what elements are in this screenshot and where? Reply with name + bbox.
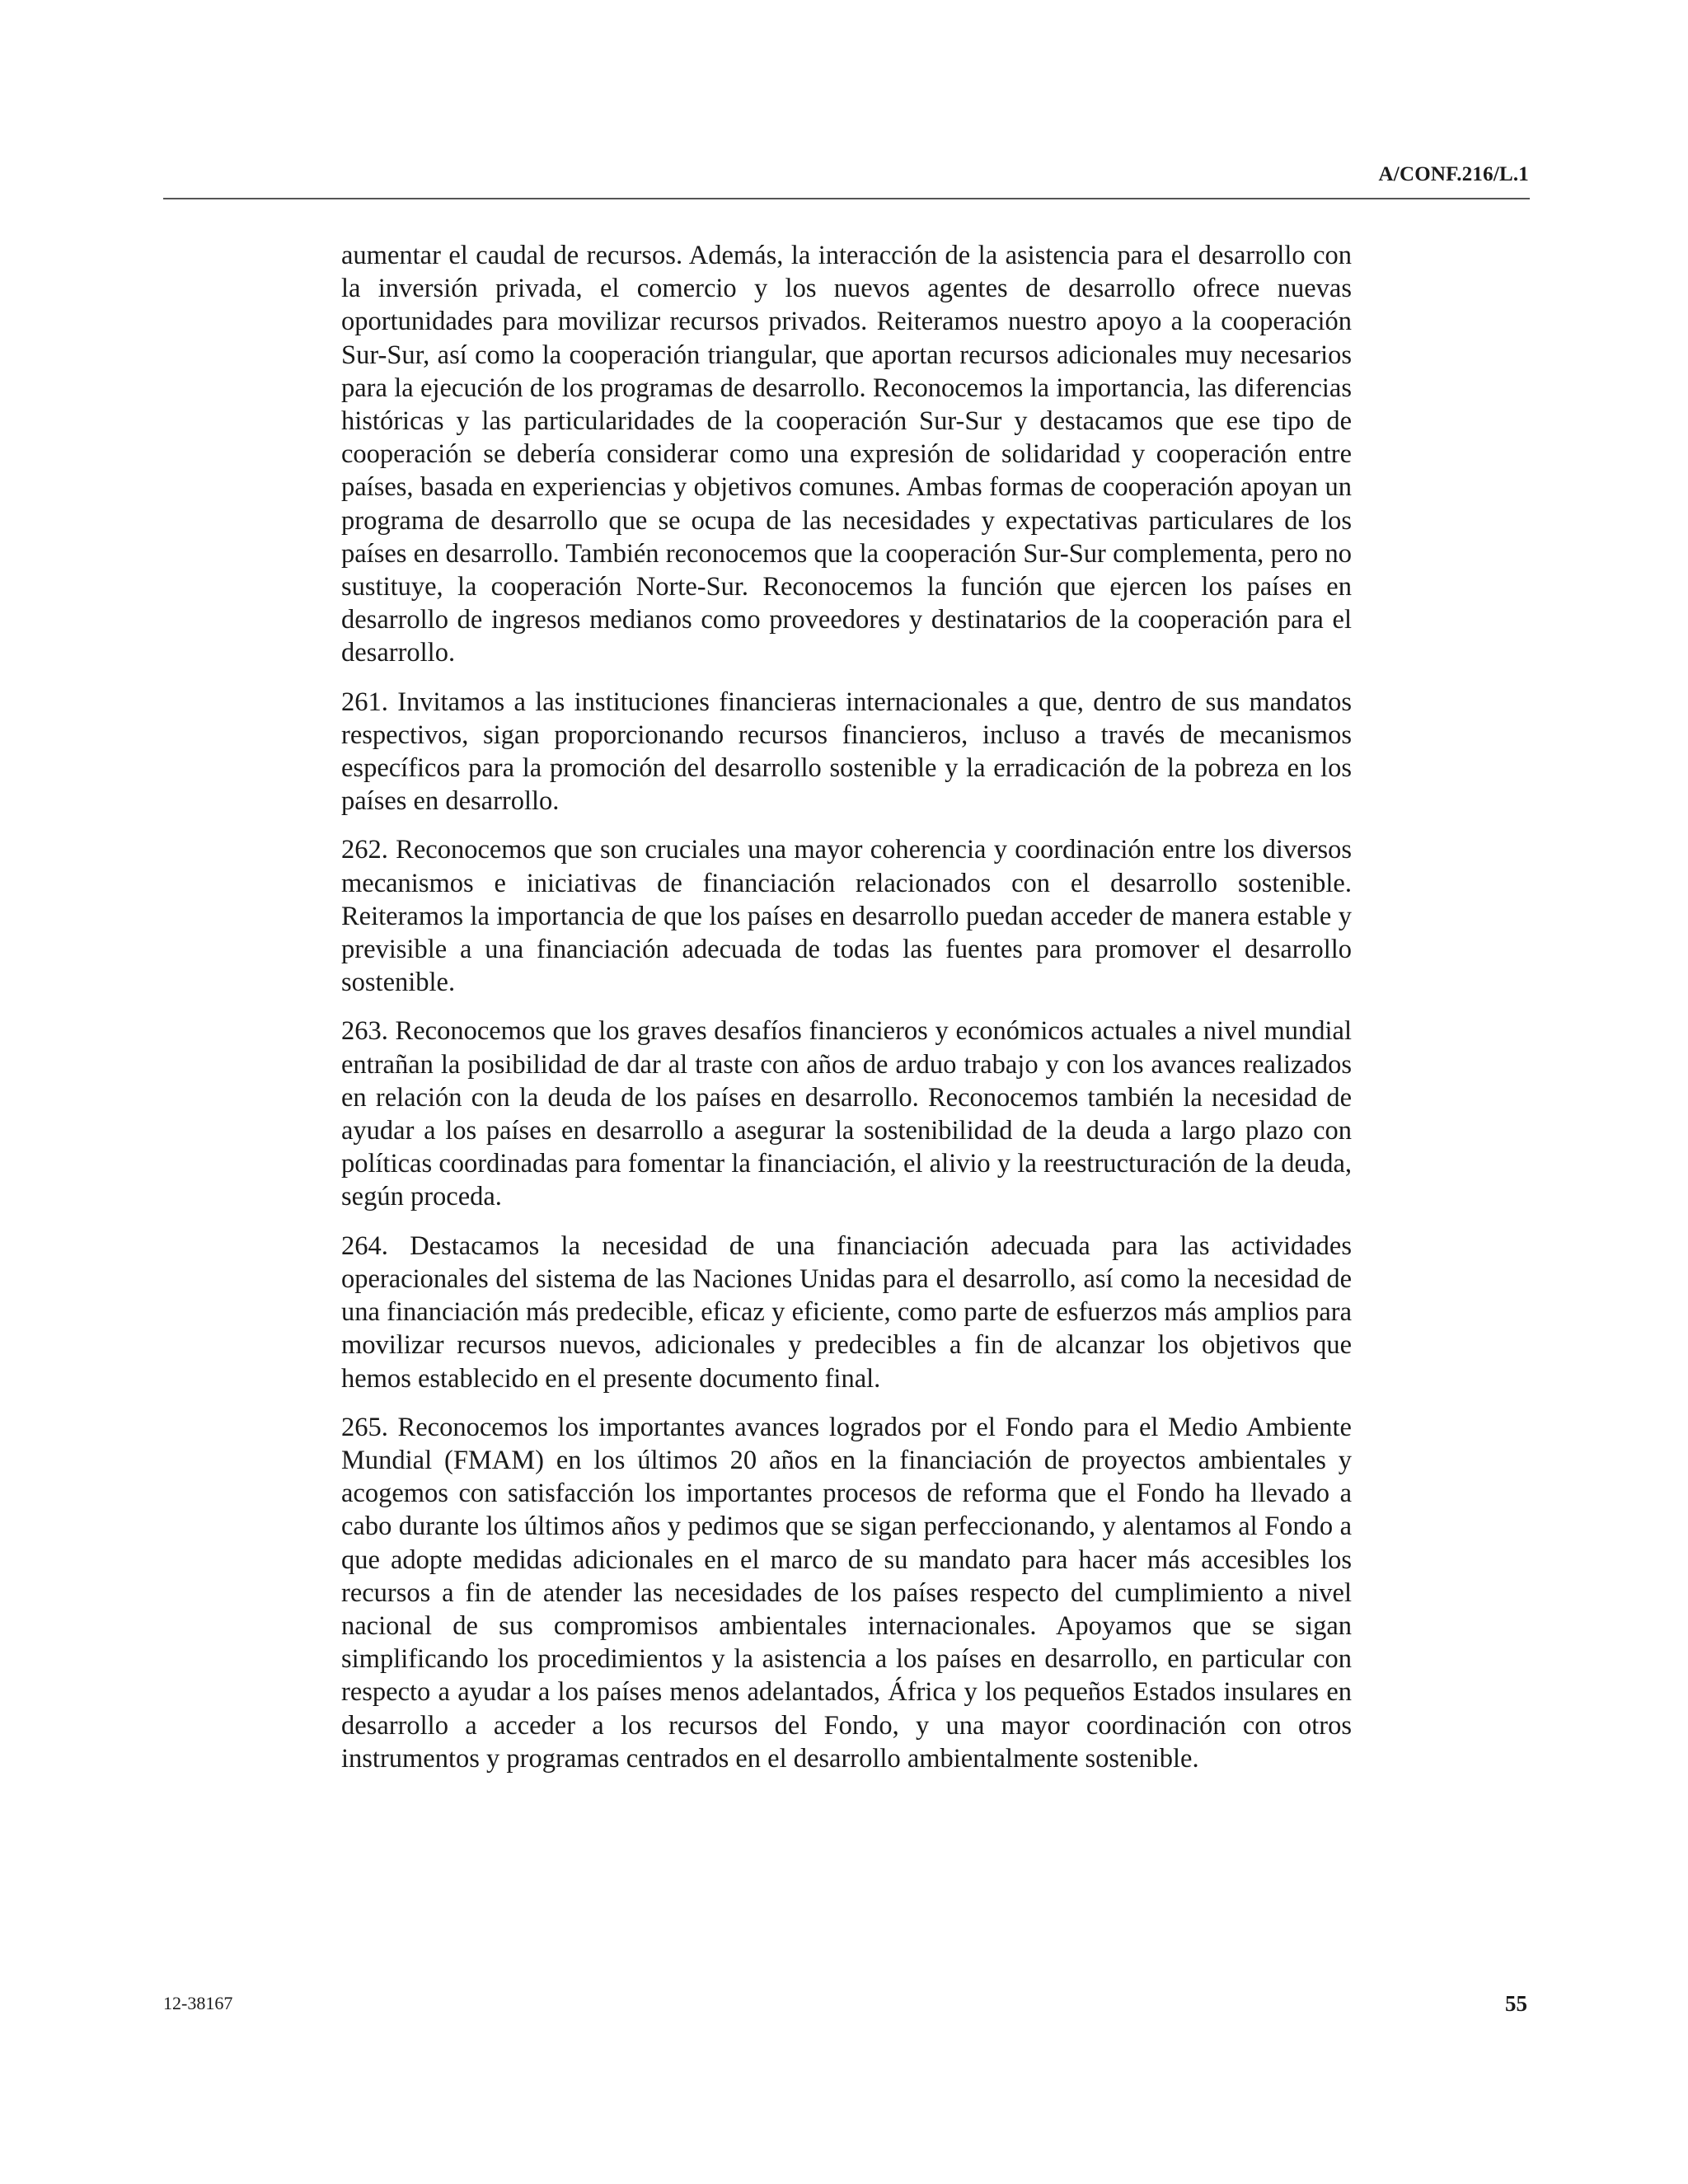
page-number: 55 bbox=[1505, 1991, 1527, 2016]
paragraph-263: 263. Reconocemos que los graves desafíos financieros y económicos actuales a nivel mundial entrañan la posibilidad de dar al traste con años de arduo trabajo y con los avances realizados en relación con la deuda de los países en desarrollo. Reconocemos también la necesidad de ayudar a los países en desarrollo a asegurar la sostenibilidad de la deuda a largo plazo con políticas coordinadas para fomentar la financiación, el alivio y la reestructuración de la deuda, según proceda. bbox=[341, 1016, 1352, 1212]
document-body bbox=[341, 239, 1352, 1791]
header-divider bbox=[163, 198, 1530, 199]
paragraph-265: 265. Reconocemos los importantes avances logrados por el Fondo para el Medio Ambiente Mundial (FMAM) en los últimos 20 años en la financiación de proyectos ambientales y acogemos con satisfacción los importantes procesos de reforma que el Fondo ha llevado a cabo durante los últimos años y pedimos que se sigan perfeccionando, y alentamos al Fondo a que adopte medidas adicionales en el marco de su mandato para hacer más accesibles los recursos a fin de atender las necesidades de los países respecto del cumplimiento a nivel nacional de sus compromisos ambientales internacionales. Apoyamos que se sigan simplificando los procedimientos y la asistencia a los países en desarrollo, en particular con respecto a ayudar a los países menos adelantados, África y los pequeños Estados insulares en desarrollo a acceder a los recursos del Fondo, y una mayor coordinación con otros instrumentos y programas centrados en el desarrollo ambientalmente sostenible. bbox=[341, 1412, 1352, 1774]
document-symbol: A/CONF.216/L.1 bbox=[1378, 163, 1529, 185]
paragraph-261: 261. Invitamos a las instituciones financieras internacionales a que, dentro de sus mandatos respectivos, sigan proporcionando recursos financieros, incluso a través de mecanismos específicos para la promoción del desarrollo sostenible y la erradicación de la pobreza en los países en desarrollo. bbox=[341, 687, 1352, 817]
job-number: 12-38167 bbox=[163, 1993, 233, 2013]
paragraph-continuation: aumentar el caudal de recursos. Además, la interacción de la asistencia para el desarrollo con la inversión privada, el comercio y los nuevos agentes de desarrollo ofrece nuevas oportunidades para movilizar recursos privados. Reiteramos nuestro apoyo a la cooperación Sur-Sur, así como la cooperación triangular, que aportan recursos adicionales muy necesarios para la ejecución de los programas de desarrollo. Reconocemos la importancia, las diferencias históricas y las particularidades de la cooperación Sur-Sur y destacamos que ese tipo de cooperación se debería considerar como una expresión de solidaridad y cooperación entre países, basada en experiencias y objetivos comunes. Ambas formas de cooperación apoyan un programa de desarrollo que se ocupa de las necesidades y expectativas particulares de los países en desarrollo. También reconocemos que la cooperación Sur-Sur complementa, pero no sustituye, la cooperación Norte-Sur. Reconocemos la función que ejercen los países en desarrollo de ingresos medianos como proveedores y destinatarios de la cooperación para el desarrollo. bbox=[341, 241, 1352, 668]
paragraph-264: 264. Destacamos la necesidad de una financiación adecuada para las actividades operacionales del sistema de las Naciones Unidas para el desarrollo, así como la necesidad de una financiación más predecible, eficaz y eficiente, como parte de esfuerzos más amplios para movilizar recursos nuevos, adicionales y predecibles a fin de alcanzar los objetivos que hemos establecido en el presente documento final. bbox=[341, 1230, 1352, 1394]
paragraph-262: 262. Reconocemos que son cruciales una mayor coherencia y coordinación entre los diversos mecanismos e iniciativas de financiación relacionados con el desarrollo sostenible. Reiteramos la importancia de que los países en desarrollo puedan acceder de manera estable y previsible a una financiación adecuada de todas las fuentes para promover el desarrollo sostenible. bbox=[341, 835, 1352, 998]
